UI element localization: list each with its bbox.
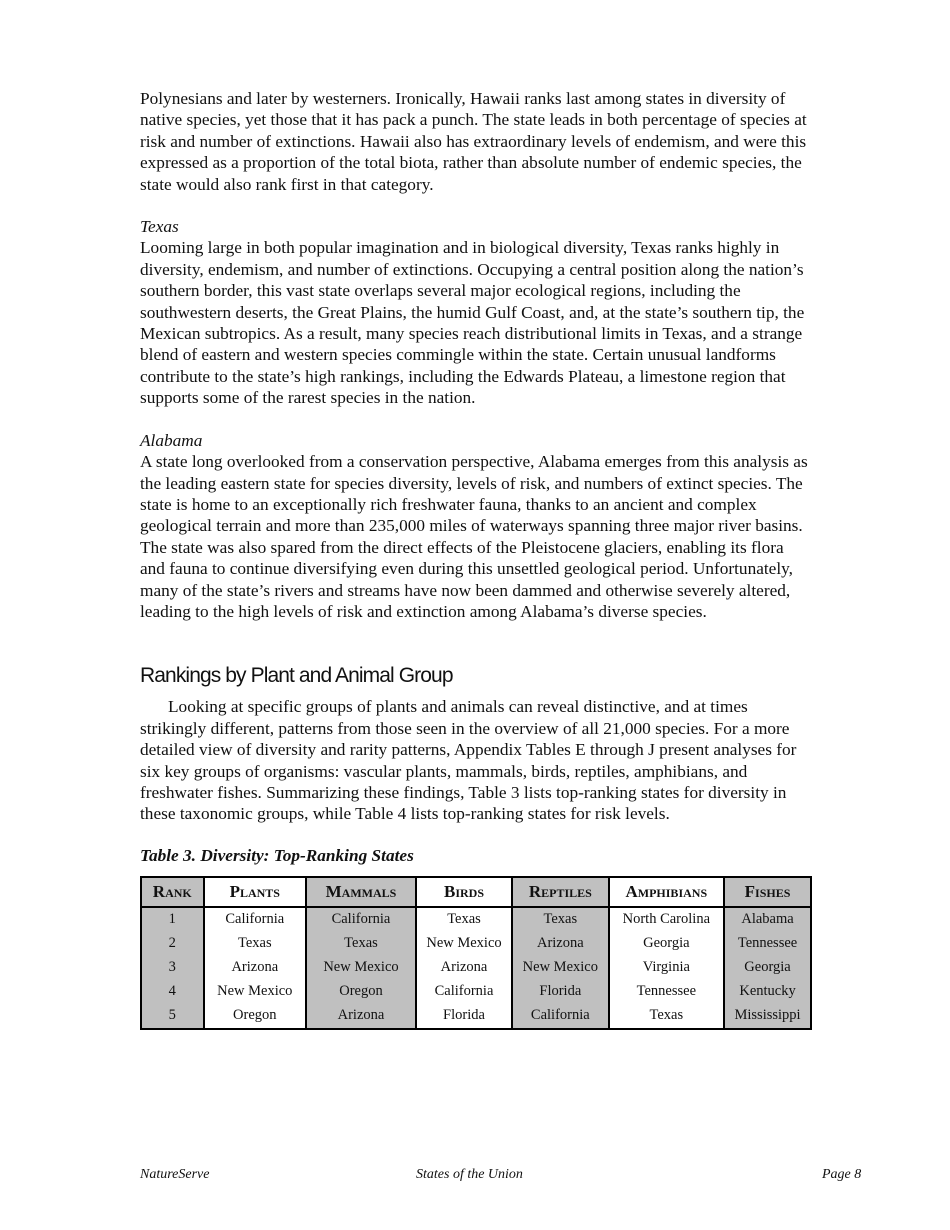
cell-reptiles: Florida bbox=[512, 980, 609, 1004]
header-plants: Plants bbox=[204, 877, 306, 907]
header-mammals: Mammals bbox=[306, 877, 416, 907]
header-fishes: Fishes bbox=[724, 877, 811, 907]
hawaii-paragraph: Polynesians and later by westerners. Ironically, Hawaii ranks last among states in diversity of native species, yet those that it has pack a punch. The state leads in both percentage of species at risk and number of extinctions. Hawaii also has extraordinary levels of endemism, and were this expressed as a proportion of the total biota, rather than absolute number of endemic species, the state would also rank first in that category. bbox=[140, 89, 807, 194]
cell-birds: New Mexico bbox=[416, 932, 512, 956]
cell-mammals: Oregon bbox=[306, 980, 416, 1004]
alabama-heading: Alabama bbox=[140, 430, 203, 450]
cell-birds: Florida bbox=[416, 1004, 512, 1029]
header-reptiles: Reptiles bbox=[512, 877, 609, 907]
cell-reptiles: California bbox=[512, 1004, 609, 1029]
cell-rank: 2 bbox=[141, 932, 204, 956]
alabama-paragraph: A state long overlooked from a conservation perspective, Alabama emerges from this analysis as the leading eastern state for species diversity, levels of risk, and numbers of extinct species. The state is home to an exceptionally rich freshwater fauna, thanks to an ancient and complex geological terrain and more than 235,000 miles of waterways spanning three major river basins. The state was also spared from the direct effects of the Pleistocene glaciers, enabling its flora and fauna to continue diversifying even during this unsettled geological period. Unfortunately, many of the state’s rivers and streams have now been dammed and otherwise severely altered, leading to the high levels of risk and extinction among Alabama’s diverse species. bbox=[140, 452, 808, 621]
cell-reptiles: New Mexico bbox=[512, 956, 609, 980]
table-row bbox=[141, 932, 811, 956]
table-row bbox=[141, 1004, 811, 1029]
header-amphibians: Amphibians bbox=[609, 877, 724, 907]
texas-heading: Texas bbox=[140, 217, 179, 237]
cell-amphibians: North Carolina bbox=[609, 907, 724, 932]
table-caption: Table 3. Diversity: Top-Ranking States bbox=[140, 845, 414, 865]
table-row bbox=[141, 980, 811, 1004]
cell-mammals: New Mexico bbox=[306, 956, 416, 980]
cell-mammals: California bbox=[306, 907, 416, 932]
cell-amphibians: Virginia bbox=[609, 956, 724, 980]
cell-fishes: Kentucky bbox=[724, 980, 811, 1004]
cell-mammals: Texas bbox=[306, 932, 416, 956]
cell-plants: Texas bbox=[204, 932, 306, 956]
cell-plants: California bbox=[204, 907, 306, 932]
cell-reptiles: Texas bbox=[512, 907, 609, 932]
cell-plants: Arizona bbox=[204, 956, 306, 980]
cell-rank: 5 bbox=[141, 1004, 204, 1029]
cell-rank: 4 bbox=[141, 980, 204, 1004]
cell-birds: California bbox=[416, 980, 512, 1004]
cell-plants: New Mexico bbox=[204, 980, 306, 1004]
table-row bbox=[141, 907, 811, 932]
cell-plants: Oregon bbox=[204, 1004, 306, 1029]
cell-fishes: Mississippi bbox=[724, 1004, 811, 1029]
cell-birds: Arizona bbox=[416, 956, 512, 980]
table-header-row bbox=[141, 877, 811, 907]
cell-amphibians: Texas bbox=[609, 1004, 724, 1029]
section-title: Rankings by Plant and Animal Group bbox=[140, 664, 453, 688]
document-page bbox=[140, 88, 812, 1030]
footer-page-number: Page 8 bbox=[822, 1167, 862, 1182]
table-row bbox=[141, 956, 811, 980]
cell-rank: 3 bbox=[141, 956, 204, 980]
cell-birds: Texas bbox=[416, 907, 512, 932]
cell-fishes: Alabama bbox=[724, 907, 811, 932]
cell-mammals: Arizona bbox=[306, 1004, 416, 1029]
footer-title: States of the Union bbox=[416, 1167, 523, 1182]
texas-paragraph: Looming large in both popular imagination and in biological diversity, Texas ranks highly in diversity, endemism, and number of extinctions. Occupying a central position along the nation’s southern border, this vast state overlaps several major ecological regions, including the southwestern deserts, the Great Plains, the humid Gulf Coast, and, at the state’s southern tip, the Mexican subtropics. As a result, many species reach distributional limits in Texas, and a strange blend of eastern and western species commingle within the state. Certain unusual landforms contribute to the state’s high rankings, including the Edwards Plateau, a limestone region that supports some of the rarest species in the nation. bbox=[140, 238, 805, 408]
footer-publisher: NatureServe bbox=[140, 1167, 210, 1182]
section-body: Looking at specific groups of plants and animals can reveal distinctive, and at times strikingly different, patterns from those seen in the overview of all 21,000 species. For a more detailed view of diversity and rarity patterns, Appendix Tables E through J present analyses for six key groups of organisms: vascular plants, mammals, birds, reptiles, amphibians, and freshwater fishes. Summarizing these findings, Table 3 lists top-ranking states for diversity in these taxonomic groups, while Table 4 lists top-ranking states for risk levels. bbox=[140, 697, 797, 824]
header-birds: Birds bbox=[416, 877, 512, 907]
cell-fishes: Tennessee bbox=[724, 932, 811, 956]
cell-reptiles: Arizona bbox=[512, 932, 609, 956]
cell-rank: 1 bbox=[141, 907, 204, 932]
cell-fishes: Georgia bbox=[724, 956, 811, 980]
diversity-table bbox=[140, 876, 812, 1030]
header-rank: Rank bbox=[141, 877, 204, 907]
cell-amphibians: Tennessee bbox=[609, 980, 724, 1004]
cell-amphibians: Georgia bbox=[609, 932, 724, 956]
